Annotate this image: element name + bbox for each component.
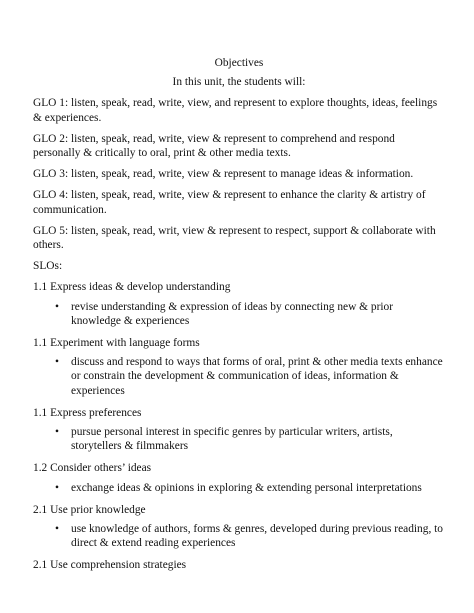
slo-bullet-3 bbox=[55, 425, 445, 453]
slo-bullet-text-5: use knowledge of authors, forms & genres, developed during previous reading, to direct & extend reading experiences bbox=[71, 523, 444, 550]
slo-heading-1: 1.1 Express ideas & develop understanding bbox=[33, 281, 231, 294]
slo-bullet-5 bbox=[55, 522, 445, 550]
slo-heading-2: 1.1 Experiment with language forms bbox=[33, 337, 200, 350]
slo-bullet-text-2: discuss and respond to ways that forms of oral, print & other media texts enhance or constrain the development & communication of ideas, information & experiences bbox=[71, 356, 443, 397]
slo-bullet-4 bbox=[55, 481, 445, 495]
slo-heading-3: 1.1 Express preferences bbox=[33, 406, 142, 419]
glo-3: GLO 3: listen, speak, read, write, view & represent to manage ideas & information. bbox=[33, 168, 414, 181]
bullet-icon: • bbox=[55, 426, 59, 439]
slo-heading-6: 2.1 Use comprehension strategies bbox=[33, 559, 187, 572]
slo-bullet-list-3 bbox=[33, 425, 445, 453]
slo-heading-5: 2.1 Use prior knowledge bbox=[33, 503, 146, 516]
slo-bullet-list-1 bbox=[33, 300, 445, 328]
slo-bullet-text-3: pursue personal interest in specific genres by particular writers, artists, storytellers & filmmakers bbox=[71, 426, 393, 453]
intro-line: In this unit, the students will: bbox=[172, 76, 306, 89]
bullet-icon: • bbox=[55, 300, 59, 313]
slo-bullet-list-2 bbox=[33, 355, 445, 398]
slo-bullet-list-4 bbox=[33, 481, 445, 495]
slo-bullet-list-5 bbox=[33, 522, 445, 550]
glo-5: GLO 5: listen, speak, read, writ, view & represent to respect, support & collaborate with others. bbox=[33, 224, 436, 252]
bullet-icon: • bbox=[55, 523, 59, 536]
slo-bullet-2 bbox=[55, 355, 445, 398]
slos-heading: SLOs: bbox=[33, 260, 63, 273]
glo-2: GLO 2: listen, speak, read, write, view & represent to comprehend and respond personally & critically to oral, print & other media texts. bbox=[33, 132, 395, 160]
slo-heading-4: 1.2 Consider others’ ideas bbox=[33, 462, 152, 475]
bullet-icon: • bbox=[55, 356, 59, 369]
slo-bullet-text-4: exchange ideas & opinions in exploring & extending personal interpretations bbox=[71, 481, 422, 494]
glo-1: GLO 1: listen, speak, read, write, view, and represent to explore thoughts, ideas, feelings & experiences. bbox=[33, 97, 438, 124]
page-title: Objectives bbox=[214, 57, 264, 69]
bullet-icon: • bbox=[55, 481, 59, 494]
slo-bullet-text-1: revise understanding & expression of ideas by connecting new & prior knowledge & experiences bbox=[71, 300, 394, 327]
document-body bbox=[33, 56, 445, 578]
slo-bullet-1 bbox=[55, 300, 445, 328]
glo-4: GLO 4: listen, speak, read, write, view & represent to enhance the clarity & artistry of communication. bbox=[33, 189, 426, 216]
